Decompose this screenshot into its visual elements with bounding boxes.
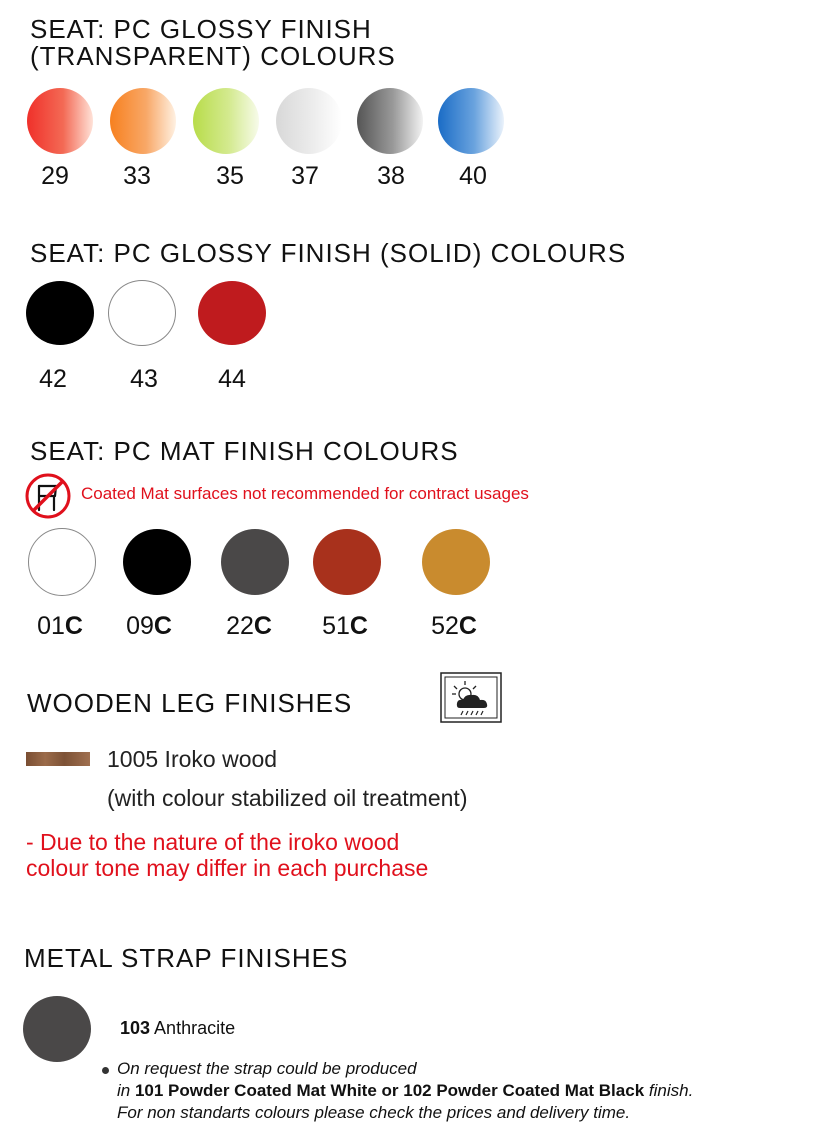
mat-title: SEAT: PC MAT FINISH COLOURS — [30, 436, 459, 466]
swatch-code: 35 — [216, 162, 244, 190]
swatch-code: 42 — [39, 365, 67, 393]
metal-finish-label — [120, 1019, 235, 1037]
mat-code — [219, 613, 279, 639]
code-number: 52 — [431, 612, 459, 640]
code-number: 51 — [322, 612, 350, 640]
swatch-33[interactable] — [110, 88, 176, 154]
swatch-43[interactable] — [108, 280, 176, 346]
code-number: 22 — [226, 612, 254, 640]
mat-code — [424, 613, 484, 639]
code-number: 09 — [126, 612, 154, 640]
metal-note-line3: For non standarts colours please check the prices and delivery time. — [117, 1103, 631, 1122]
wood-note-line1: - Due to the nature of the iroko wood — [26, 829, 400, 855]
wood-name: 1005 Iroko wood — [107, 746, 278, 772]
swatch-code: 43 — [130, 365, 158, 393]
code-suffix: C — [253, 612, 272, 640]
swatch-code: 33 — [123, 162, 151, 190]
swatch-code: 44 — [218, 365, 246, 393]
weather-resistant-icon — [440, 672, 502, 723]
swatch-09c[interactable] — [123, 529, 191, 595]
mat-warning: Coated Mat surfaces not recommended for contract usages — [81, 484, 529, 503]
wood-title: WOODEN LEG FINISHES — [27, 688, 353, 718]
no-chair-icon — [24, 472, 72, 520]
anthracite-swatch[interactable] — [23, 996, 91, 1062]
swatch-code: 38 — [377, 162, 405, 190]
note-suffix: finish. — [644, 1081, 694, 1100]
code-suffix: C — [64, 612, 83, 640]
metal-code: 103 — [120, 1018, 151, 1038]
swatch-01c[interactable] — [28, 528, 96, 596]
swatch-44[interactable] — [198, 281, 266, 345]
swatch-40[interactable] — [438, 88, 504, 154]
swatch-code: 29 — [41, 162, 69, 190]
swatch-29[interactable] — [27, 88, 93, 154]
bullet-icon — [102, 1067, 109, 1074]
swatch-42[interactable] — [26, 281, 94, 345]
iroko-wood-swatch[interactable] — [26, 752, 90, 766]
metal-note-line2 — [117, 1082, 693, 1100]
mat-code — [315, 613, 375, 639]
code-suffix: C — [349, 612, 368, 640]
wood-note-line2: colour tone may differ in each purchase — [26, 855, 429, 881]
code-number: 01 — [37, 612, 65, 640]
swatch-38[interactable] — [357, 88, 423, 154]
wood-treatment: (with colour stabilized oil treatment) — [107, 785, 468, 811]
swatch-51c[interactable] — [313, 529, 381, 595]
metal-title: METAL STRAP FINISHES — [24, 943, 349, 973]
metal-name: Anthracite — [150, 1018, 236, 1038]
swatch-52c[interactable] — [422, 529, 490, 595]
swatch-code: 37 — [291, 162, 319, 190]
transparent-title-line1: SEAT: PC GLOSSY FINISH — [30, 14, 372, 44]
swatch-code: 40 — [459, 162, 487, 190]
note-prefix: in — [117, 1081, 135, 1100]
code-suffix: C — [153, 612, 172, 640]
swatch-35[interactable] — [193, 88, 259, 154]
note-bold: 101 Powder Coated Mat White or 102 Powder Coated Mat Black — [134, 1081, 645, 1100]
transparent-title-line2: (TRANSPARENT) COLOURS — [30, 41, 396, 71]
mat-code — [30, 613, 90, 639]
code-suffix: C — [458, 612, 477, 640]
swatch-37[interactable] — [276, 88, 342, 154]
solid-title: SEAT: PC GLOSSY FINISH (SOLID) COLOURS — [30, 238, 627, 268]
swatch-22c[interactable] — [221, 529, 289, 595]
mat-code — [119, 613, 179, 639]
metal-note-line1: On request the strap could be produced — [117, 1059, 417, 1078]
